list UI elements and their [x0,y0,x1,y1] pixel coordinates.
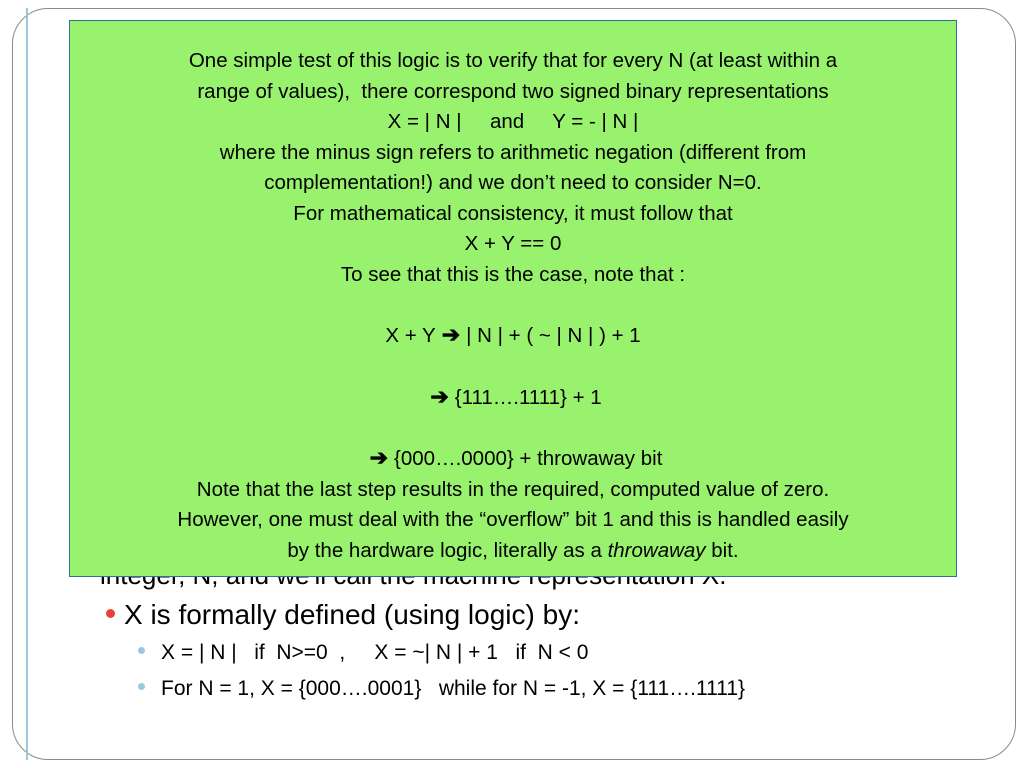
step1-rhs: | N | + ( ~ | N | ) + 1 [466,324,641,347]
overlay-line: For mathematical consistency, it must follow that [293,201,733,225]
slide-accent-line [26,8,28,760]
blank-line [70,352,956,382]
sub-bullet [138,674,980,704]
overlay-note-line [70,536,956,567]
arrow-right-icon: ➔ [441,322,461,347]
blank-line [70,413,956,443]
sub-bullet-text: For N = 1, X = {000….0001} while for N = -1, X = {111….1111} [161,677,746,700]
derivation-step-2 [70,382,956,414]
overlay-line: range of values), there correspond two signed binary representations [197,79,829,103]
derivation-step-3 [70,443,956,475]
note3-end: bit. [705,538,739,562]
step2-text: {111….1111} + 1 [454,385,602,409]
overlay-line: One simple test of this logic is to verify that for every N (at least within a [188,49,838,72]
bullet-level1 [100,598,980,632]
overlay-line: X + Y == 0 [464,232,562,255]
overlay-note-line: However, one must deal with the “overflow” bit 1 and this is handled easily [177,508,849,531]
arrow-right-icon: ➔ [430,383,449,409]
step1-lhs: X + Y [385,324,436,347]
derivation-step-1 [70,320,956,352]
sub-bullet-dot-icon [138,683,145,690]
bullet-dot-icon [106,609,115,618]
sub-bullet [138,638,980,668]
overlay-line: complementation!) and we don’t need to consider N=0. [264,171,762,194]
sub-bullet-text: X = | N | if N>=0 , X = ~| N | + 1 if N < 0 [161,641,589,664]
overlay-note-line: Note that the last step results in the required, computed value of zero. [196,477,830,501]
overlay-textbox [69,20,957,577]
overlay-line: X = | N | and Y = - | N | [387,110,639,133]
note3-start: by the hardware logic, literally as a [287,538,608,562]
blank-line [70,290,956,320]
overlay-line: To see that this is the case, note that : [340,262,686,286]
bullet-text: X is formally defined (using logic) by: [124,599,580,630]
slide-body [100,560,980,704]
step3-text: {000….0000} + throwaway bit [394,447,663,470]
note3-italic: throwaway [607,538,706,562]
sub-bullet-dot-icon [138,647,145,654]
overlay-line: where the minus sign refers to arithmetic negation (different from [219,140,807,164]
arrow-right-icon: ➔ [369,445,389,470]
